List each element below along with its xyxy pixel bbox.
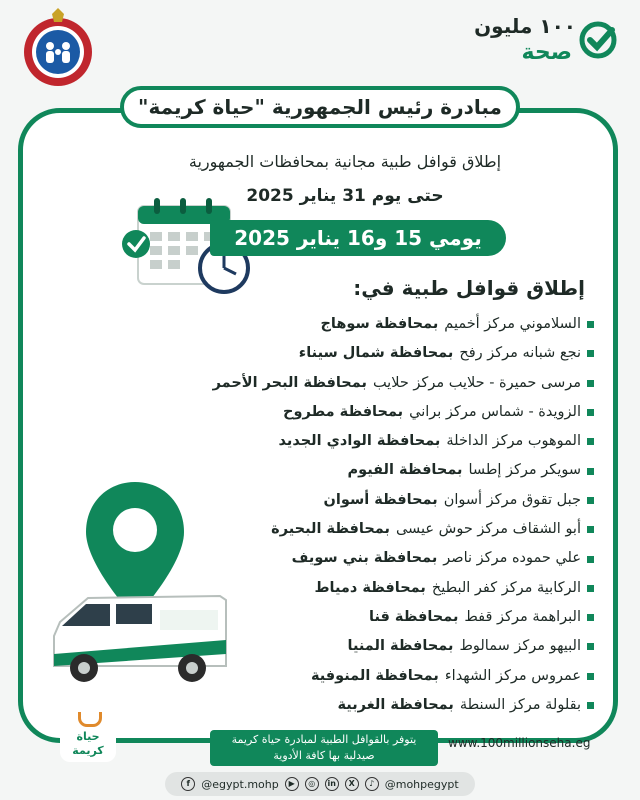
location-place: سويكر مركز إطسا — [468, 462, 581, 479]
bullet-square-icon — [587, 702, 594, 709]
location-place: البراهمة مركز قفط — [464, 608, 581, 625]
bullet-square-icon — [587, 438, 594, 445]
bullet-square-icon — [587, 673, 594, 680]
list-item — [212, 369, 594, 398]
check-circle-icon — [578, 20, 618, 60]
bullet-square-icon — [587, 468, 594, 475]
location-place: نجع شبانه مركز رفح — [459, 345, 581, 362]
location-governorate: بمحافظة قنا — [369, 608, 459, 625]
until-date: حتى يوم 31 يناير 2025 — [246, 186, 444, 206]
list-item — [232, 544, 594, 573]
location-governorate: بمحافظة المنوفية — [310, 667, 439, 684]
bullet-square-icon — [587, 350, 594, 357]
hayat-logo-line2: كريمة — [72, 744, 104, 757]
location-place: السلاموني مركز أخميم — [444, 316, 581, 332]
100-million-health-logo — [468, 14, 618, 76]
bullet-square-icon — [587, 409, 594, 416]
bullet-square-icon — [587, 643, 594, 650]
event-dates-strip: يومي 15 و16 يناير 2025 — [210, 220, 506, 256]
locations-list — [212, 310, 594, 720]
bullet-square-icon — [587, 585, 594, 592]
note-line-2: صيدلية بها كافة الأدوية — [273, 749, 375, 762]
location-governorate: بمحافظة الفيوم — [347, 462, 463, 479]
location-place: الموهوب مركز الداخلة — [446, 433, 581, 450]
website-link[interactable]: www.100millionseha.eg — [448, 736, 591, 750]
location-governorate: بمحافظة أسوان — [323, 491, 438, 508]
intro-subtitle: إطلاق قوافل طبية مجانية بمحافظات الجمهورية — [188, 152, 502, 171]
location-governorate: بمحافظة دمياط — [314, 579, 426, 596]
list-item — [232, 339, 594, 368]
location-governorate: بمحافظة الغربية — [337, 696, 454, 713]
list-item — [232, 486, 594, 515]
youtube-icon[interactable]: ▶ — [285, 777, 299, 791]
location-governorate: بمحافظة سوهاج — [320, 316, 439, 332]
pharmacy-note — [210, 730, 438, 766]
location-place: الركابية مركز كفر البطيخ — [431, 579, 581, 596]
location-governorate: بمحافظة بني سويف — [291, 550, 438, 567]
list-item — [232, 574, 594, 603]
instagram-icon[interactable]: ◎ — [305, 777, 319, 791]
location-place: البيهو مركز سمالوط — [459, 638, 581, 655]
location-governorate: بمحافظة المنيا — [347, 638, 454, 655]
facebook-icon[interactable]: f — [181, 777, 195, 791]
ministry-emblem-logo — [20, 8, 96, 88]
medical-van-illustration — [40, 570, 240, 690]
hayat-logo-line1: حياة — [76, 730, 100, 743]
initiative-banner: مبادرة رئيس الجمهورية "حياة كريمة" — [120, 86, 520, 128]
list-item — [232, 662, 594, 691]
bullet-square-icon — [587, 497, 594, 504]
location-place: علي حموده مركز ناصر — [443, 550, 581, 567]
location-place: مرسى حميرة - حلايب مركز حلايب — [372, 374, 581, 391]
section-title: إطلاق قوافل طبية في: — [353, 276, 585, 300]
logo-100m-line1: ١٠٠ مليون — [474, 14, 576, 38]
location-governorate: بمحافظة مطروح — [283, 403, 404, 420]
bullet-square-icon — [587, 526, 594, 533]
social-handle-left[interactable]: @egypt.mohp — [201, 777, 279, 791]
list-item — [232, 691, 594, 720]
note-line-1: يتوفر بالقوافل الطبية لمبادرة حياة كريمة — [231, 733, 417, 746]
location-governorate: بمحافظة البحر الأحمر — [212, 374, 367, 391]
hayat-karima-logo — [60, 706, 116, 762]
bullet-square-icon — [587, 614, 594, 621]
location-place: بقلولة مركز السنطة — [459, 696, 581, 713]
list-item — [232, 398, 594, 427]
location-place: عمروس مركز الشهداء — [444, 667, 581, 684]
location-place: الزويدة - شماس مركز براني — [409, 403, 581, 420]
location-governorate: بمحافظة شمال سيناء — [298, 345, 454, 362]
social-handle-right[interactable]: @mohpegypt — [384, 777, 459, 791]
location-place: جبل تقوق مركز أسوان — [443, 491, 581, 508]
logo-100m-line2: صحة — [521, 40, 572, 65]
bullet-square-icon — [587, 556, 594, 563]
list-item — [232, 456, 594, 485]
hayat-cup-icon — [78, 712, 102, 727]
list-item — [232, 603, 594, 632]
location-governorate: بمحافظة البحيرة — [271, 521, 390, 538]
list-item — [232, 632, 594, 661]
bullet-square-icon — [587, 321, 594, 328]
bullet-square-icon — [587, 380, 594, 387]
list-item — [232, 310, 594, 339]
list-item — [232, 427, 594, 456]
linkedin-icon[interactable]: in — [325, 777, 339, 791]
location-governorate: بمحافظة الوادي الجديد — [278, 433, 441, 450]
x-icon[interactable]: X — [345, 777, 359, 791]
location-place: أبو الشقاف مركز حوش عيسى — [395, 521, 581, 538]
list-item — [232, 515, 594, 544]
tiktok-icon[interactable]: ♪ — [365, 777, 379, 791]
social-bar — [165, 772, 475, 796]
